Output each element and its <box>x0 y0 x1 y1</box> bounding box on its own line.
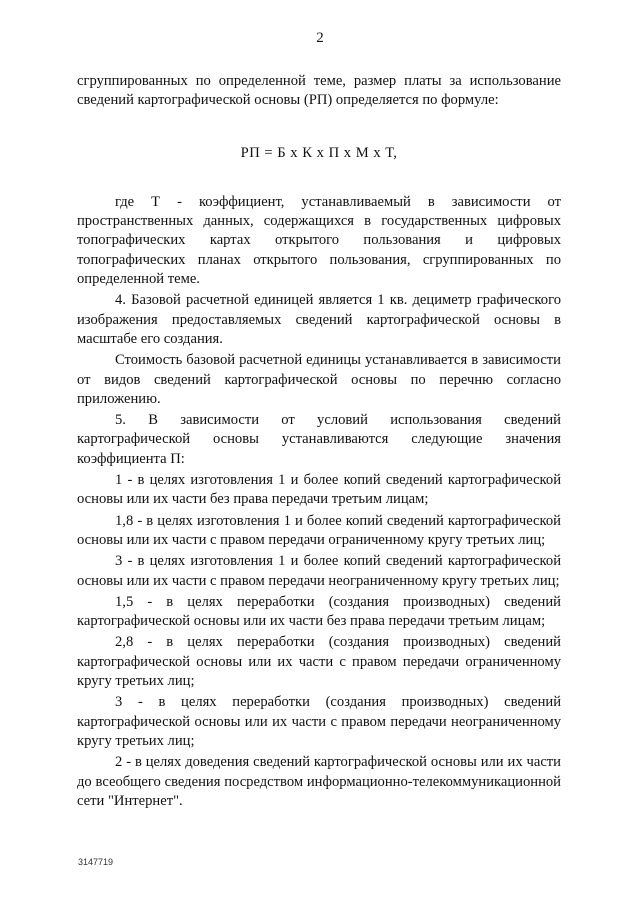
coefficient-item: 1 - в целях изготовления 1 и более копий сведений картографической основы или их части без права передачи третьим лицам; <box>77 472 561 508</box>
coefficient-item: 3 - в целях переработки (создания производных) сведений картографической основы или их части с правом передачи неограниченному кругу третьих лиц; <box>77 694 561 749</box>
coefficient-item: 3 - в целях изготовления 1 и более копий сведений картографической основы или их части с правом передачи неограниченному кругу третьих лиц; <box>77 553 561 589</box>
t-coefficient-paragraph: где Т - коэффициент, устанавливаемый в зависимости от пространственных данных, содержащихся в государственных цифровых топографических картах открытого пользования и цифровых топографических планах открытого пользования, сгруппированных по определенной теме. <box>77 193 561 288</box>
coefficient-item: 2 - в целях доведения сведений картографической основы или их части до всеобщего сведения посредством информационно-телекоммуникационной сети "Интернет". <box>77 754 561 809</box>
coefficient-item: 1,5 - в целях переработки (создания производных) сведений картографической основы или их части без права передачи третьим лицам; <box>77 593 561 630</box>
base-unit-cost-paragraph: Стоимость базовой расчетной единицы устанавливается в зависимости от видов сведений картографической основы по перечню согласно приложению. <box>77 352 561 407</box>
document-body <box>77 72 561 813</box>
page-number: 2 <box>316 30 324 46</box>
item-4-paragraph: 4. Базовой расчетной единицей является 1 кв. дециметр графического изображения предоставляемых сведений картографической основы в масштабе его создания. <box>77 292 561 347</box>
coefficient-item: 1,8 - в целях изготовления 1 и более копий сведений картографической основы или их части с правом передачи ограниченному кругу третьих лиц; <box>77 512 561 548</box>
coefficient-item: 2,8 - в целях переработки (создания производных) сведений картографической основы или их части с правом передачи ограниченному кругу третьих лиц; <box>77 634 561 690</box>
formula: РП = Б x К x П x М x Т, <box>240 144 398 161</box>
document-code: 3147719 <box>78 857 114 867</box>
intro-paragraph: сгруппированных по определенной теме, размер платы за использование сведений картографической основы (РП) определяется по формуле: <box>77 73 561 109</box>
item-5-paragraph: 5. В зависимости от условий использования сведений картографической основы устанавливаются следующие значения коэффициента П: <box>77 412 561 467</box>
